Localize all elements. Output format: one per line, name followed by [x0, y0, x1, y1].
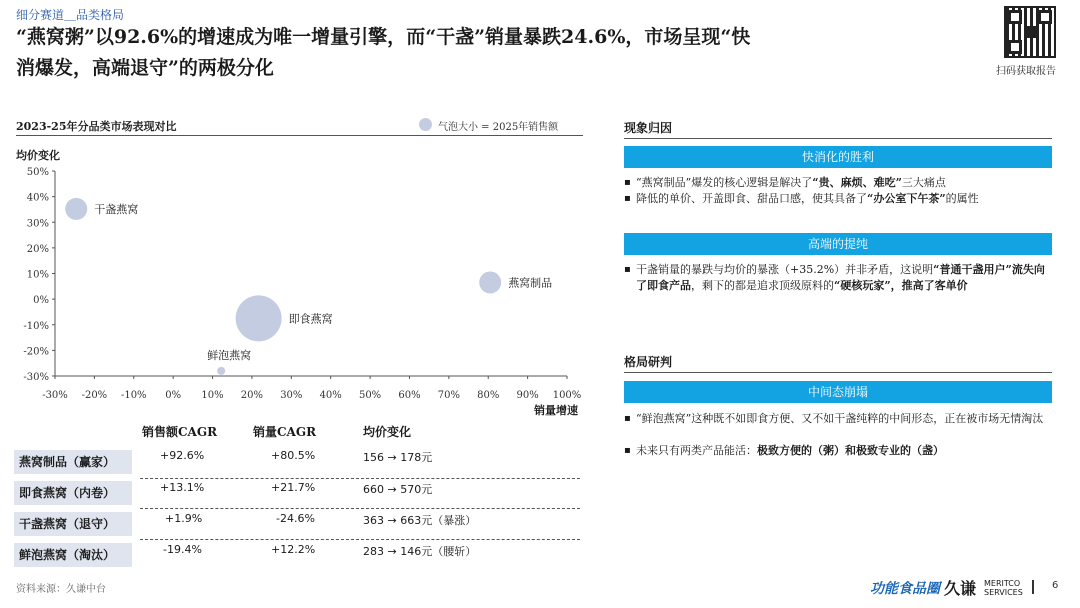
bubble: [479, 271, 501, 293]
table-cell-price: 283 → 146元（腰斩）: [363, 545, 477, 558]
bullet-bold: “办公室下午茶”: [867, 192, 946, 205]
table-row-label: 即食燕窝（内卷）: [14, 481, 132, 505]
table-cell-price: 363 → 663元（暴涨）: [363, 514, 477, 527]
bubble-label: 干盏燕窝: [94, 202, 139, 216]
x-tick-label: -30%: [42, 390, 68, 401]
headline-line-1: “燕窝粥”以92.6%的增速成为唯一增量引擎，而“干盏”销量暴跌24.6%，市场呈现“快: [16, 26, 751, 48]
x-tick-label: -10%: [120, 390, 147, 401]
bubble: [236, 295, 282, 341]
bullet-text: 的属性: [945, 192, 979, 205]
table-cell-sales: -19.4%: [163, 543, 202, 556]
table-cell-volume: +80.5%: [271, 449, 316, 462]
x-tick-label: 0%: [165, 390, 182, 401]
bullet-item: [624, 443, 1052, 459]
section-rule: [624, 138, 1052, 139]
x-tick-label: 60%: [398, 390, 421, 401]
bullet-text: “鲜泡燕窝”这种既不如即食方便、又不如干盏纯粹的中间形态，正在被市场无情淘汰: [636, 412, 1044, 425]
bullet-bold: “硬核玩家”，推高了客单价: [834, 279, 968, 292]
source-note: 资料来源：久谦中台: [16, 584, 106, 595]
band-premium-purification: 高端的提纯: [624, 233, 1052, 255]
table-cell-sales: +92.6%: [160, 449, 205, 462]
footer-logo-meritco-line1: MERITCO: [984, 579, 1021, 588]
qr-caption: 扫码获取报告: [996, 66, 1056, 77]
bullet-text: 三大痛点: [901, 176, 946, 189]
page-headline: [16, 22, 966, 84]
x-tick-label: -20%: [81, 390, 108, 401]
bullet-text: 未来只有两类产品能活：: [636, 444, 757, 457]
table-separator: [140, 508, 580, 509]
band-middle-collapse: 中间态崩塌: [624, 381, 1052, 403]
x-tick-label: 90%: [516, 390, 539, 401]
x-tick-label: 100%: [552, 390, 582, 401]
y-tick-label: -10%: [23, 320, 49, 332]
section-tag: 细分赛道＿品类格局: [16, 8, 125, 22]
y-tick-label: 10%: [26, 269, 49, 281]
qr-finder-tr: [1038, 10, 1052, 24]
footer-divider: [1032, 580, 1034, 594]
table-separator: [140, 539, 580, 540]
bubble-label: 即食燕窝: [288, 312, 333, 326]
bullet-text: ，剩下的都是追求顶级原料的: [691, 279, 834, 292]
table-cell-sales: +13.1%: [160, 481, 205, 494]
section-title-outlook: 格局研判: [624, 355, 673, 369]
legend-note: 气泡大小 = 2025年销售额: [438, 122, 559, 133]
bullet-bold: “贵、麻烦、难吃”: [812, 176, 902, 189]
x-tick-label: 80%: [477, 390, 500, 401]
table-cell-price: 660 → 570元: [363, 483, 433, 496]
bullet-bold: 极致方便的（粥）和极致专业的（盏）: [757, 444, 944, 457]
bubble-chart: [0, 140, 600, 425]
bullet-item: [624, 175, 1052, 191]
headline-line-2: 消爆发，高端退守”的两极分化: [16, 57, 274, 79]
qr-finder-tl: [1008, 10, 1022, 24]
y-axis-label: 均价变化: [16, 149, 60, 162]
footer-logo-jiuqian: 久谦: [944, 579, 977, 598]
qr-finder-bl: [1008, 40, 1022, 54]
table-separator: [140, 478, 580, 479]
chart-title-rule: [16, 135, 583, 136]
table-row-label: 燕窝制品（赢家）: [14, 450, 132, 474]
section-rule: [624, 372, 1052, 373]
qr-center: [1024, 26, 1036, 38]
footer-logo-meritco: [984, 579, 1023, 597]
y-tick-label: -30%: [23, 372, 49, 383]
table-header-sales: 销售额CAGR: [142, 425, 218, 439]
section-title-attribution: 现象归因: [624, 121, 673, 135]
bullet-text: 干盏销量的暴跌与均价的暴涨（+35.2%）并非矛盾，这说明: [636, 263, 934, 276]
table-cell-price: 156 → 178元: [363, 451, 433, 464]
y-tick-label: 0%: [33, 295, 49, 307]
table-row-label: 干盏燕窝（退守）: [14, 512, 132, 536]
legend-bubble-icon: [419, 118, 432, 131]
x-tick-label: 30%: [280, 390, 303, 401]
x-axis-label: 销量增速: [534, 404, 578, 417]
bullet-item: [624, 411, 1052, 427]
y-tick-label: 40%: [26, 192, 49, 204]
bullet-text: “燕窝制品”爆发的核心逻辑是解决了: [636, 176, 813, 189]
bubble: [65, 198, 87, 220]
bullet-item: [624, 191, 1052, 207]
table-cell-volume: +21.7%: [271, 481, 316, 494]
y-tick-label: -20%: [23, 346, 49, 358]
chart-title: 2023-25年分品类市场表现对比: [16, 120, 177, 133]
bullet-bold: “普通干盏用户”流失向了即食产品: [636, 263, 1045, 292]
bubble-label: 燕窝制品: [508, 276, 553, 290]
table-header-price: 均价变化: [363, 425, 412, 439]
table-cell-volume: +12.2%: [271, 543, 316, 556]
footer-logo-meritco-line2: SERVICES: [984, 588, 1023, 597]
page-number: 6: [1052, 580, 1059, 591]
x-tick-label: 20%: [240, 390, 264, 401]
x-tick-label: 40%: [319, 390, 342, 401]
footer-logo-functional-food: 功能食品圈: [870, 581, 940, 597]
bubble: [217, 367, 225, 375]
table-header-volume: 销量CAGR: [253, 425, 317, 439]
x-tick-label: 50%: [358, 390, 382, 401]
x-tick-label: 10%: [201, 390, 224, 401]
table-cell-sales: +1.9%: [165, 512, 203, 525]
bullet-item: [624, 262, 1052, 294]
qr-code[interactable]: [1004, 6, 1056, 58]
y-tick-label: 20%: [26, 243, 49, 255]
x-tick-label: 70%: [437, 390, 460, 401]
bubble-label: 鲜泡燕窝: [207, 348, 252, 362]
table-row-label: 鲜泡燕窝（淘汰）: [14, 543, 132, 567]
y-tick-label: 50%: [26, 167, 49, 178]
y-tick-label: 30%: [26, 218, 49, 230]
band-fmcg-victory: 快消化的胜利: [624, 146, 1052, 168]
table-cell-volume: -24.6%: [276, 512, 315, 525]
chart-points: [65, 198, 552, 375]
bullet-text: 降低的单价、开盖即食、甜品口感，使其具备了: [636, 192, 867, 205]
